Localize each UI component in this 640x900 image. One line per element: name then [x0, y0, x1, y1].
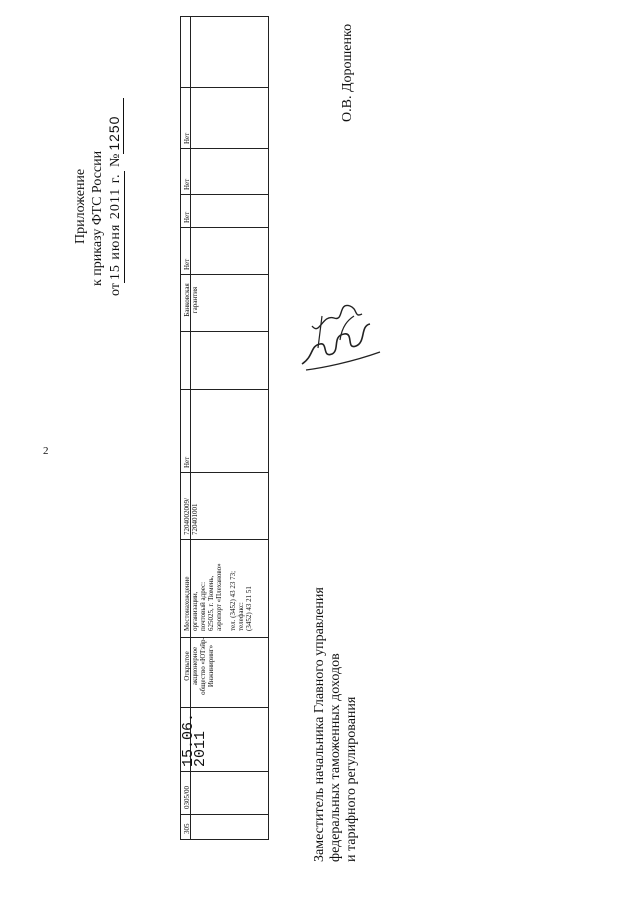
org-line: акционерное	[191, 646, 199, 686]
appendix-number: 1250	[106, 98, 124, 154]
cell-date-line2: 2011	[192, 730, 209, 767]
signature-block	[312, 587, 360, 862]
cell-col7: Нет	[183, 456, 191, 468]
signer-name: О.В. Дорошенко	[340, 23, 355, 122]
table-divider	[181, 539, 268, 540]
org-line: Инжиниринг»	[207, 644, 215, 688]
appendix-date-line	[106, 98, 125, 296]
cell-date-line1: 15.06.	[180, 712, 197, 767]
address-line: 625025, г. Тюмень,	[207, 575, 215, 631]
table-divider	[181, 87, 268, 88]
cell-guarantee	[183, 273, 199, 327]
appendix-number-sign: №	[108, 153, 123, 168]
handwritten-signature	[292, 296, 382, 376]
org-line: общество «ЮТэйр-	[199, 637, 207, 695]
address-line: тел. (3452) 43 23 73;	[229, 570, 237, 631]
table-divider	[268, 17, 269, 839]
cell-col11: Нет	[183, 258, 191, 270]
table-divider	[181, 472, 268, 473]
appendix-date: 15 июня 2011 г.	[107, 171, 125, 284]
kpp-line: 720401001	[191, 503, 199, 535]
signer-position-line2: федеральных таможенных доходов	[328, 653, 343, 862]
address-line: телефакс:	[237, 602, 245, 631]
signer-position-line3: и тарифного регулирования	[344, 696, 359, 862]
address-line: аэропорт «Плеханово»	[215, 563, 223, 631]
cell-address	[183, 563, 253, 631]
table-divider	[181, 814, 268, 815]
table-divider	[181, 771, 268, 772]
guarantee-line: гарантия	[191, 286, 199, 314]
cell-code: 0305/00	[183, 786, 191, 809]
appendix-header	[72, 98, 125, 296]
cell-col14: Нет	[183, 132, 191, 144]
cell-col12: Нет	[183, 211, 191, 223]
inn-line: 7204002009/	[183, 498, 191, 535]
appendix-order-ref: к приказу ФТС России	[90, 150, 105, 286]
org-line: Открытое	[183, 651, 191, 681]
cell-col13: Нет	[183, 178, 191, 190]
address-line: организации,	[191, 591, 199, 631]
table-divider	[181, 227, 268, 228]
cell-inn-kpp	[183, 498, 199, 535]
page-number: 2	[43, 445, 49, 457]
table-divider	[181, 389, 268, 390]
cell-organization	[183, 633, 215, 699]
registry-table	[180, 16, 269, 840]
guarantee-line: Банковская	[183, 283, 191, 317]
table-divider	[181, 148, 268, 149]
appendix-from-label: от	[108, 283, 123, 296]
address-line: почтовый адрес:	[199, 581, 207, 631]
table-divider	[181, 331, 268, 332]
appendix-title: Приложение	[73, 168, 88, 244]
table-divider	[181, 194, 268, 195]
cell-date	[180, 712, 209, 767]
address-line: (3452) 43 21 51	[245, 586, 253, 631]
cell-index: 305	[183, 823, 191, 834]
address-line: Местонахождение	[183, 576, 191, 631]
signer-position-line1: Заместитель начальника Главного управления	[312, 587, 327, 862]
table-divider	[181, 707, 268, 708]
